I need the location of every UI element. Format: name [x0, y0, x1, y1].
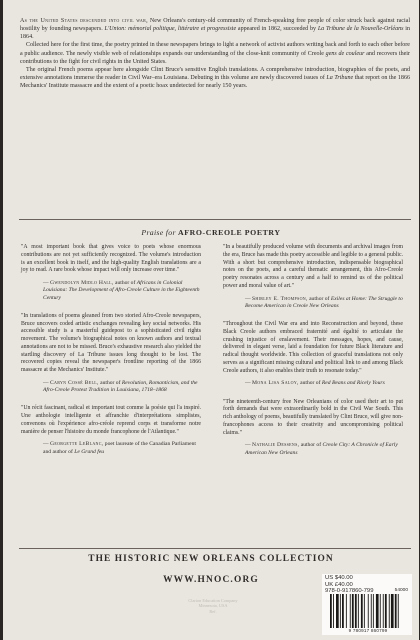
blurb-text: "A most important book that gives voice to poets whose enormous contributions are not yet sufficiently recognized. The volume's introduction is an excellent book in itself, and the high-quality English translations are a joy to read. A rare book whose impact will only increase over time." — [21, 244, 201, 274]
isbn-text: 978-0-917860-799 — [325, 588, 374, 595]
description-paragraph: The original French poems appear here alongside Clint Bruce's sensitive English translations. A comprehensive introduction, biographies of the poets, and extensive annotations immerse the reader in Civil War–era Louisiana. Debuting in this volume are newly discovered issues of La Tribune that report on the 1866 Mechanics' Institute massacre and the extent of a poetic hoax undetected for nearly 150 years. — [20, 66, 411, 90]
barcode-bar — [385, 594, 387, 628]
blurb-attribution: — Nathalie Dessens, author of Creole City: A Chronicle of Early American New Orleans — [245, 442, 398, 456]
barcode-bar — [395, 594, 397, 628]
barcode-bar — [391, 594, 394, 628]
barcode-bar — [371, 594, 372, 628]
blurb-text: "In translations of poems gleaned from two storied Afro-Creole newspapers, Bruce uncovers coded artistic exchanges revealing key social networks. His accessible study is a masterful guidepost to a sophisticated civil rights movement. The volume's biographical notes on known authors and textual annotations are not to be missed. Bruce's exhaustive research also yielded the startling discovery of La Tribune issues long thought to be lost. The recovered copies reveal the newspaper's frontline reporting of the 1866 massacre at the Mechanics' Institute." — [21, 312, 201, 374]
bottom-divider — [19, 548, 411, 549]
price-us: US $40.00 — [325, 575, 353, 581]
ean-addon-number: 54000 — [394, 588, 408, 593]
barcode-bar — [373, 594, 374, 628]
faded-library-stamp — [153, 598, 273, 614]
blurb-attribution: — Caryn Cossé Bell, author of Revolution, Romanticism, and the Afro-Creole Protest Tradition in Louisiana, 1718–1868 — [43, 379, 198, 394]
stamp-line: Ref. — [209, 608, 217, 614]
barcode-bar — [364, 594, 365, 628]
barcode-bar — [333, 594, 334, 628]
blurb-text: "The nineteenth-century free New Orleanians of color used their art to put forth demands that were extraordinarily bold in the Civil War South. This rich anthology of poems, beautifully translated by Clint Bruce, will give non-francophones access to their creativity and uncompromising political claims." — [223, 398, 403, 436]
barcode-bar — [352, 594, 354, 628]
praise-title: AFRO-CREOLE POETRY — [178, 228, 281, 237]
blurb — [223, 321, 403, 388]
barcode-bar — [380, 594, 381, 628]
barcode-bar — [383, 594, 384, 628]
praise-column-right — [223, 244, 403, 468]
book-back-cover — [3, 0, 419, 640]
blurb-attribution: — Mona Lisa Saloy, author of Red Beans and Ricely Yours — [245, 380, 385, 387]
barcode-bar — [330, 594, 332, 628]
barcode-box — [322, 574, 412, 635]
price-uk: UK £40.00 — [325, 581, 353, 588]
blurb — [223, 244, 403, 310]
stamp-line: Minnesota, USA — [198, 603, 228, 609]
barcode-bar — [336, 594, 339, 628]
blurb — [223, 399, 403, 457]
blurb-attribution: — Gwendolyn Midlo Hall, author of Africans in Colonial Louisiana: The Development of Afro-Creole Culture in the Eighteenth Century — [43, 280, 200, 301]
stamp-line: Clarion Education Company — [188, 598, 238, 603]
blurb — [21, 244, 201, 302]
publisher-name: THE HISTORIC NEW ORLEANS COLLECTION — [88, 554, 334, 564]
barcode-bar — [398, 594, 399, 628]
description-paragraph: Collected here for the first time, the poetry printed in these newspapers brings to light a network of activist authors writing back and forth to each other before a public audience. The newly visible web of relationships expands our understanding of the close-knit community of Creole gens de couleur and recovers their contributions to the fight for civil rights in the United States. — [20, 42, 411, 65]
barcode-bar — [350, 594, 351, 628]
blurb — [21, 313, 201, 395]
blurb — [21, 405, 201, 456]
top-divider — [19, 219, 411, 220]
barcode-bar — [368, 594, 369, 628]
barcode-bar — [389, 594, 390, 628]
barcode-bar — [346, 594, 347, 628]
blurb-text: "Un récit fascinant, radical et important tout comme la poésie qui l'a inspiré. Une anthologie intelligente et affranchie d'interprétations simplistes, convenons où l'expérience afro-créole reprend corps et transforme notre manière de penser l'histoire du monde francophone de l'Atlantique." — [21, 405, 201, 435]
description-paragraph: As the United States descended into civil war, New Orleans's century-old community of French-speaking free people of color struck back against racial hostility by founding newspapers. L'Union: mémorial politique, littéraire et progressiste appeared in 1862, succeeded by La Tribune de la Nouvelle-Orléans in 1864. — [20, 18, 410, 41]
blurb-attribution: — Georgette LeBlanc, poet laureate of the Canadian Parliament and author of Le Grand feu — [43, 441, 196, 455]
praise-column-left — [21, 244, 201, 467]
barcode-icon — [330, 594, 406, 628]
blurb-text: "In a beautifully produced volume with documents and archival images from the era, Bruce has made this poetry accessible and legible to a general public. With a short but comprehensive introduction, indispensable biographical notes on the poets, and a careful thematic arrangement, this Afro-Creole poetry resonates across a century and a half to remind us of the political power and moral value of art." — [223, 244, 403, 289]
barcode-bar — [361, 594, 363, 628]
publisher-url: WWW.HNOC.ORG — [163, 575, 259, 585]
barcode-bar — [342, 594, 344, 628]
ean-number: 9 780917 860799 — [348, 628, 388, 633]
book-description — [20, 17, 410, 90]
barcode-bar — [340, 594, 341, 628]
praise-lead: Praise for — [141, 228, 176, 237]
barcode-bar — [358, 594, 359, 628]
blurb-text: "Throughout the Civil War era and into Reconstruction and beyond, these Black Creole authors embraced fraternité and égalité to articulate the crushing injustice of enslavement. Their messages, hopes, and cause, delivered in elegant verse, laid a foundation for future Black literature and radical thought worldwide. This collection of graceful translations not only serves as a significant missing cultural and political link to and among Black Creole authors, it also enables their truth to resonate today." — [223, 321, 403, 374]
barcode-bar — [376, 594, 379, 628]
blurb-attribution: — Shirley E. Thompson, author of Exiles at Home: The Struggle to Become American in Creole New Orleans — [245, 295, 403, 309]
praise-heading — [3, 228, 419, 237]
barcode-bar — [355, 594, 357, 628]
